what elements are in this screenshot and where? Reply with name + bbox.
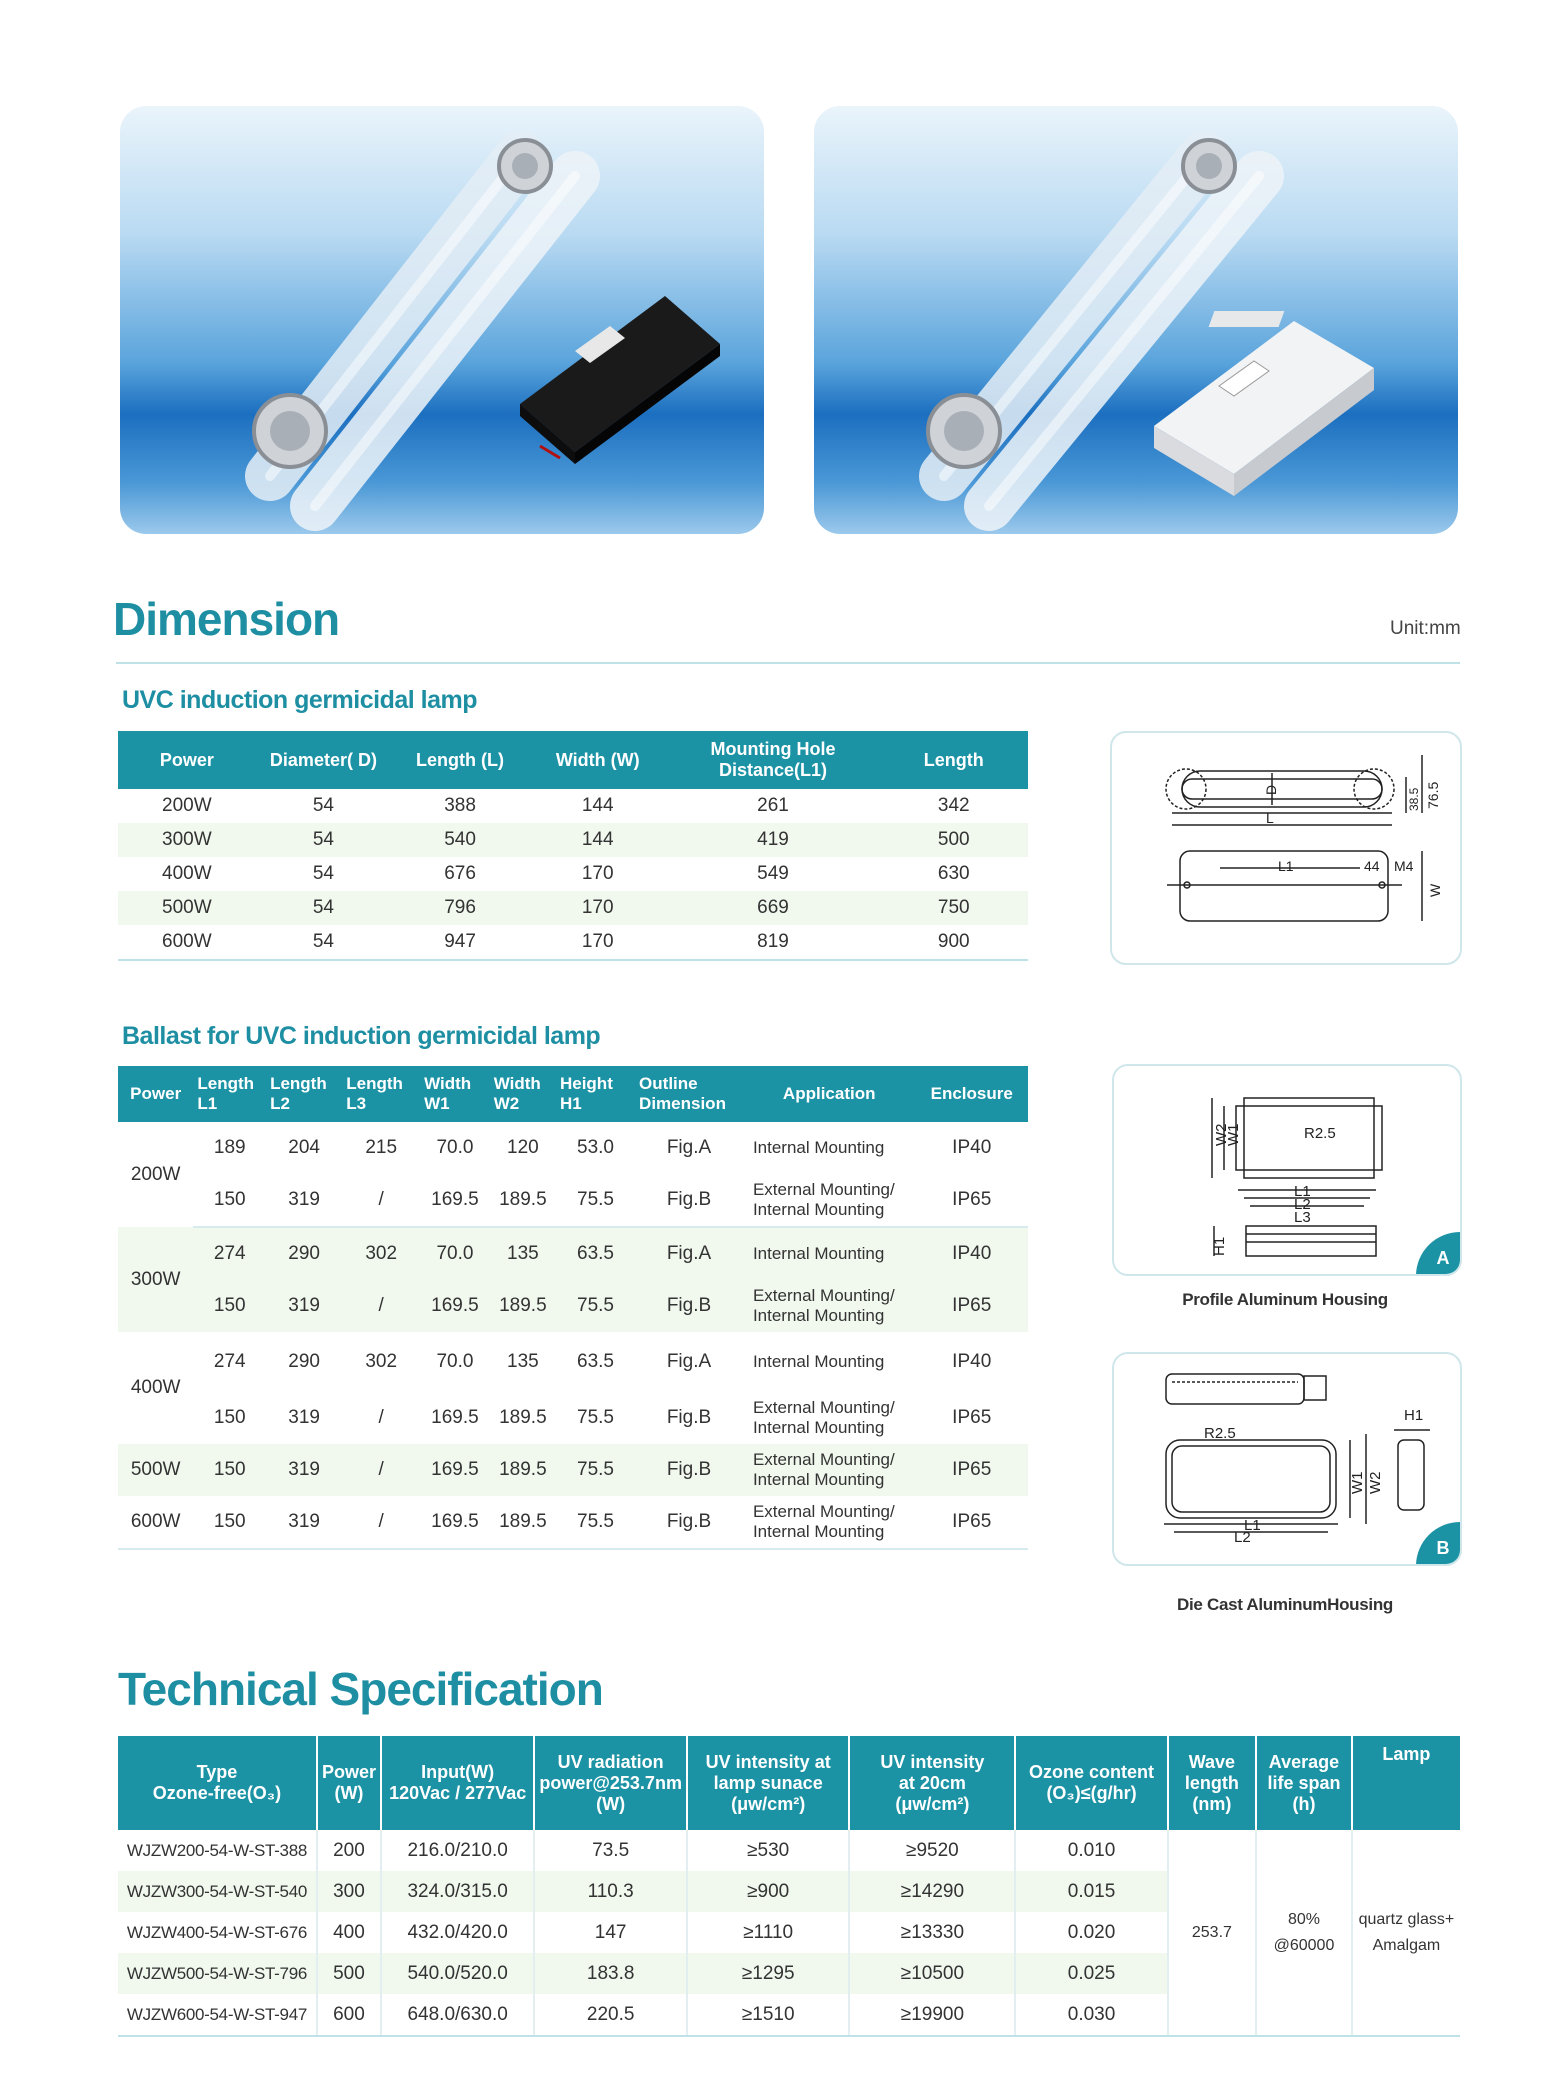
black-ballast-box (520, 296, 720, 464)
header-line: (O₃)≤(g/hr) (1046, 1783, 1137, 1803)
table-cell: 150 (193, 1496, 266, 1549)
fig-a-label-r25: R2.5 (1304, 1125, 1336, 1142)
power-cell: 600W (118, 1496, 193, 1549)
table-cell: / (342, 1444, 420, 1496)
header-line: lamp sunace (713, 1772, 823, 1793)
table-cell: 220.5 (534, 1994, 687, 2036)
table-cell: 189.5 (490, 1444, 556, 1496)
table-row (118, 1392, 1028, 1444)
table-cell: 750 (880, 891, 1028, 925)
u-tube-lamp (254, 140, 575, 506)
table-cell: 120 (507, 1137, 539, 1158)
table-cell: 150 (193, 1280, 266, 1332)
table-cell: 204 (288, 1137, 320, 1158)
column-header: Power (118, 731, 256, 789)
column-header-lamp (1352, 1736, 1460, 1830)
technical-specification-table (118, 1736, 1460, 2037)
table-cell: 388 (444, 795, 476, 816)
table-cell: 648.0/630.0 (381, 1994, 534, 2036)
fig-a-label-l3: L3 (1294, 1209, 1311, 1226)
table-cell: 110.3 (534, 1871, 687, 1912)
power-cell: 400W (130, 1377, 181, 1398)
column-header: Power (118, 1066, 193, 1122)
table-cell: 302 (342, 1227, 420, 1280)
table-cell: IP40 (952, 1137, 992, 1158)
lamp-cell (1352, 1830, 1460, 2036)
fig-a-badge: A (1416, 1232, 1462, 1276)
table-cell: 135 (507, 1351, 539, 1372)
table-cell: 183.8 (534, 1953, 687, 1994)
table-cell: 400W (162, 863, 212, 884)
table-cell: 170 (529, 925, 667, 960)
table-cell: 70.0 (436, 1351, 474, 1372)
header-line: (W) (334, 1783, 364, 1803)
table-row (118, 1174, 1028, 1227)
header-line: Type (196, 1762, 238, 1782)
column-header: Application (743, 1066, 916, 1122)
column-header-uv-radiation (534, 1736, 687, 1830)
column-header: Width (W) (529, 731, 667, 789)
table-cell: 135 (490, 1227, 556, 1280)
table-cell: 261 (757, 795, 789, 816)
column-header: Length L3 (342, 1066, 420, 1122)
table-cell: ≥1110 (687, 1912, 849, 1953)
table-cell: 73.5 (534, 1830, 687, 1871)
fig-a-label-l1: L1 (1294, 1183, 1311, 1200)
fig-a-label-w1: W1 (1225, 1123, 1242, 1146)
table-cell: Fig.A (635, 1227, 743, 1280)
table-cell: 274 (193, 1227, 266, 1280)
application-cell: External Mounting/ Internal Mounting (743, 1174, 916, 1227)
header-line: UV radiation (557, 1751, 664, 1772)
table-cell: 63.5 (556, 1227, 635, 1280)
type-cell: WJZW400-54-W-ST-676 (118, 1912, 317, 1953)
table-cell: / (342, 1280, 420, 1332)
dimension-divider (116, 662, 1460, 664)
table-cell: 75.5 (556, 1280, 635, 1332)
table-cell: ≥1295 (687, 1953, 849, 1994)
column-header: Length (L) (391, 731, 529, 789)
table-cell: 170 (529, 891, 667, 925)
table-cell: 500 (317, 1953, 381, 1994)
type-cell: WJZW300-54-W-ST-540 (118, 1871, 317, 1912)
table-cell: ≥530 (687, 1830, 849, 1871)
table-cell: IP40 (952, 1351, 992, 1372)
table-cell: 169.5 (420, 1280, 490, 1332)
diagram-label-d: D (1263, 784, 1279, 795)
table-row (118, 1227, 1028, 1280)
diagram-label-l1: L1 (1278, 858, 1294, 874)
fig-b-diagram (1112, 1352, 1462, 1566)
header-line: UV intensity (880, 1751, 985, 1772)
table-cell: 53.0 (577, 1137, 614, 1158)
column-header-input (381, 1736, 534, 1830)
diagram-label-l: L (1266, 810, 1274, 826)
lamp-side-view (1166, 755, 1422, 825)
table-cell: 900 (880, 925, 1028, 960)
table-cell: IP65 (915, 1280, 1028, 1332)
application-cell: External Mounting/ Internal Mounting (743, 1496, 916, 1549)
table-header-row (118, 1066, 1028, 1122)
fig-a-caption: Profile Aluminum Housing (1182, 1290, 1388, 1309)
table-cell: 189.5 (490, 1174, 556, 1227)
table-cell: 144 (581, 795, 614, 816)
table-row (118, 1122, 1028, 1174)
table-cell: ≥13330 (849, 1912, 1015, 1953)
fig-b-side-view (1394, 1430, 1430, 1510)
diagram-label-44: 44 (1364, 858, 1380, 874)
table-cell: 169.5 (420, 1444, 490, 1496)
fig-b-top-view (1164, 1434, 1366, 1532)
table-cell: 630 (937, 863, 970, 884)
table-cell: 0.010 (1015, 1830, 1167, 1871)
table-cell: Fig.A (666, 1137, 712, 1158)
table-cell: 324.0/315.0 (381, 1871, 534, 1912)
table-cell: Fig.B (635, 1280, 743, 1332)
table-cell: 150 (193, 1444, 266, 1496)
table-cell: 549 (757, 863, 789, 884)
table-cell: 150 (213, 1407, 246, 1428)
table-cell: / (342, 1496, 420, 1549)
table-cell: 63.5 (577, 1351, 614, 1372)
ballast-title: Ballast for UVC induction germicidal lamp (122, 1022, 601, 1050)
table-cell: Fig.A (666, 1351, 712, 1372)
table-cell: 300W (118, 823, 256, 857)
table-cell: 54 (256, 891, 392, 925)
table-cell: / (378, 1407, 384, 1428)
header-line: (μw/cm²) (895, 1793, 970, 1814)
table-cell: 54 (312, 795, 334, 816)
table-cell: 189.5 (499, 1407, 547, 1428)
header-line: at 20cm (898, 1772, 966, 1793)
table-cell: 540 (391, 823, 529, 857)
wave-length-cell: 253.7 (1168, 1830, 1256, 2036)
header-line: (nm) (1192, 1793, 1232, 1814)
power-cell: 200W (130, 1163, 181, 1185)
fig-a-label-h1: H1 (1211, 1236, 1228, 1256)
table-cell: 150 (193, 1174, 266, 1227)
fig-b-label-h1: H1 (1404, 1407, 1424, 1424)
application-cell: Internal Mounting (743, 1227, 916, 1280)
table-header-row (118, 1736, 1460, 1830)
table-cell: IP65 (915, 1174, 1028, 1227)
table-cell: 819 (667, 925, 880, 960)
lamp-dimension-diagram (1110, 731, 1462, 965)
column-header: Enclosure (915, 1066, 1028, 1122)
diagram-label-w: W (1427, 883, 1443, 897)
column-header: Length L1 (193, 1066, 266, 1122)
table-row (118, 857, 1028, 891)
table-cell: 500 (880, 823, 1028, 857)
uvc-dimension-table (118, 731, 1028, 961)
table-cell: 215 (365, 1137, 398, 1158)
lamp-line: quartz glass+ (1358, 1910, 1455, 1928)
fig-b-label-l2: L2 (1234, 1529, 1251, 1546)
table-cell: 419 (667, 823, 880, 857)
column-header-ozone (1015, 1736, 1167, 1830)
white-ballast-box (1154, 311, 1374, 496)
life-span-line: 80% (1287, 1910, 1320, 1928)
table-cell: 300 (317, 1871, 381, 1912)
column-header: Width W2 (490, 1066, 556, 1122)
table-cell: / (342, 1174, 420, 1227)
column-header: Length (880, 731, 1028, 789)
table-cell: 200W (162, 795, 212, 816)
table-cell: 200 (317, 1830, 381, 1871)
ballast-dimension-table (118, 1066, 1028, 1550)
fig-b-label-r25: R2.5 (1204, 1425, 1236, 1442)
table-row (118, 1444, 1028, 1496)
table-cell: 75.5 (556, 1496, 635, 1549)
unit-label: Unit:mm (1390, 618, 1461, 639)
column-header-type (118, 1736, 317, 1830)
table-cell: 676 (444, 863, 476, 884)
table-cell: 0.020 (1015, 1912, 1167, 1953)
table-cell: Fig.B (666, 1407, 712, 1428)
table-cell: 144 (529, 823, 667, 857)
type-cell: WJZW600-54-W-ST-947 (118, 1994, 317, 2036)
header-line: UV intensity at (705, 1751, 831, 1772)
fig-b-label-w2: W2 (1367, 1471, 1384, 1494)
lamp-line: Amalgam (1372, 1936, 1441, 1954)
table-cell: 274 (213, 1351, 246, 1372)
table-cell: 600 (317, 1994, 381, 2036)
table-cell: ≥10500 (849, 1953, 1015, 1994)
header-line: (W) (596, 1793, 626, 1814)
table-cell: 189.5 (490, 1496, 556, 1549)
table-cell: 70.0 (436, 1137, 474, 1158)
table-cell: 0.030 (1015, 1994, 1167, 2036)
table-cell: 189 (213, 1137, 246, 1158)
table-cell: IP65 (915, 1496, 1028, 1549)
application-cell: Internal Mounting (752, 1138, 885, 1157)
lamp-top-view (1167, 851, 1422, 921)
power-cell: 300W (118, 1227, 193, 1332)
table-cell: 169.5 (420, 1174, 490, 1227)
table-cell: 540.0/520.0 (381, 1953, 534, 1994)
table-cell: 169.5 (431, 1407, 479, 1428)
fig-b-label-l1: L1 (1244, 1517, 1261, 1534)
table-header-row (118, 731, 1028, 789)
table-row (118, 891, 1028, 925)
table-cell: 947 (391, 925, 529, 960)
table-cell: ≥14290 (849, 1871, 1015, 1912)
table-cell: 75.5 (556, 1444, 635, 1496)
column-header-uv-intensity-20cm (849, 1736, 1015, 1830)
table-cell: IP40 (915, 1227, 1028, 1280)
table-cell: 319 (266, 1444, 342, 1496)
diagram-label-38-5: 38.5 (1407, 787, 1421, 811)
table-cell: 0.025 (1015, 1953, 1167, 1994)
table-cell: 169.5 (420, 1496, 490, 1549)
fig-a-diagram (1112, 1064, 1462, 1276)
table-cell: 0.015 (1015, 1871, 1167, 1912)
table-cell: ≥9520 (849, 1830, 1015, 1871)
column-header: Mounting Hole Distance(L1) (667, 731, 880, 789)
column-header: Diameter( D) (256, 731, 392, 789)
table-row (118, 1496, 1028, 1549)
table-cell: 54 (256, 925, 392, 960)
header-line: power@253.7nm (539, 1772, 682, 1793)
table-cell: 70.0 (420, 1227, 490, 1280)
table-row (118, 1830, 1460, 1871)
uvc-lamp-title: UVC induction germicidal lamp (122, 686, 477, 714)
header-line: (μw/cm²) (731, 1793, 806, 1814)
table-cell: 75.5 (577, 1407, 614, 1428)
column-header: Width W1 (420, 1066, 490, 1122)
table-cell: 600W (118, 925, 256, 960)
column-header: Length L2 (266, 1066, 342, 1122)
fig-b-front-view (1166, 1374, 1326, 1404)
table-cell: 319 (266, 1174, 342, 1227)
header-line: life span (1267, 1772, 1341, 1793)
table-cell: Fig.B (635, 1444, 743, 1496)
header-line: Lamp (1382, 1744, 1431, 1764)
fig-a-label-w2: W2 (1213, 1123, 1230, 1146)
type-cell: WJZW500-54-W-ST-796 (118, 1953, 317, 1994)
table-cell: 500W (118, 891, 256, 925)
column-header-wave-length (1168, 1736, 1256, 1830)
table-row (118, 789, 1028, 823)
header-line: Power (321, 1762, 376, 1782)
header-line: Input(W) (421, 1762, 495, 1782)
fig-a-side-view (1214, 1226, 1376, 1256)
table-cell: IP65 (952, 1407, 992, 1428)
table-row (118, 823, 1028, 857)
header-line: (h) (1292, 1793, 1316, 1814)
table-cell: 75.5 (556, 1174, 635, 1227)
table-row (118, 1332, 1028, 1392)
table-cell: 400 (317, 1912, 381, 1953)
header-line: Ozone-free(O₃) (152, 1783, 282, 1803)
table-cell: 147 (534, 1912, 687, 1953)
table-cell: 189.5 (490, 1280, 556, 1332)
dimension-title: Dimension (113, 593, 340, 645)
table-cell: ≥19900 (849, 1994, 1015, 2036)
table-row (118, 1280, 1028, 1332)
header-line: Average (1268, 1751, 1340, 1772)
fig-a-label-l2: L2 (1294, 1196, 1311, 1213)
fig-b-label-w1: W1 (1349, 1471, 1366, 1494)
column-header: Outline Dimension (635, 1066, 743, 1122)
table-cell: 342 (937, 795, 970, 816)
table-cell: IP65 (915, 1444, 1028, 1496)
header-line: 120Vac / 277Vac (389, 1783, 527, 1803)
fig-b-badge: B (1416, 1522, 1462, 1566)
table-row (118, 925, 1028, 960)
table-cell: 302 (365, 1351, 398, 1372)
fig-b-caption: Die Cast AluminumHousing (1176, 1595, 1394, 1614)
header-line: Wave (1188, 1751, 1236, 1772)
spec-title: Technical Specification (118, 1663, 603, 1715)
table-cell: 54 (312, 863, 334, 884)
column-header-power (317, 1736, 381, 1830)
table-cell: Fig.B (635, 1174, 743, 1227)
power-cell: 500W (118, 1444, 193, 1496)
header-line: Ozone content (1029, 1762, 1155, 1782)
table-cell: 290 (288, 1351, 320, 1372)
diagram-label-76-5: 76.5 (1425, 781, 1441, 809)
application-cell: External Mounting/ Internal Mounting (743, 1444, 916, 1496)
application-cell: External Mounting/ Internal Mounting (743, 1280, 916, 1332)
table-cell: 319 (288, 1407, 320, 1428)
table-cell: 319 (266, 1496, 342, 1549)
life-span-line: @60000 (1273, 1936, 1335, 1954)
application-cell: Internal Mounting (752, 1352, 885, 1371)
column-header-uv-intensity-surface (687, 1736, 849, 1830)
table-cell: 290 (266, 1227, 342, 1280)
table-cell: 216.0/210.0 (381, 1830, 534, 1871)
table-cell: 54 (256, 823, 392, 857)
table-cell: 669 (667, 891, 880, 925)
column-header: Height H1 (556, 1066, 635, 1122)
header-line: length (1184, 1772, 1239, 1793)
life-span-cell (1256, 1830, 1352, 2036)
product-photo-white-ballast (814, 106, 1458, 534)
table-cell: 170 (581, 863, 614, 884)
column-header-life-span (1256, 1736, 1352, 1830)
table-cell: 319 (266, 1280, 342, 1332)
table-cell: Fig.B (635, 1496, 743, 1549)
type-cell: WJZW200-54-W-ST-388 (118, 1830, 317, 1871)
table-cell: 432.0/420.0 (381, 1912, 534, 1953)
table-cell: ≥900 (687, 1871, 849, 1912)
diagram-label-m4: M4 (1394, 858, 1414, 874)
application-cell: External Mounting/ Internal Mounting (752, 1398, 895, 1437)
table-cell: ≥1510 (687, 1994, 849, 2036)
product-photo-black-ballast (120, 106, 764, 534)
table-cell: 796 (391, 891, 529, 925)
